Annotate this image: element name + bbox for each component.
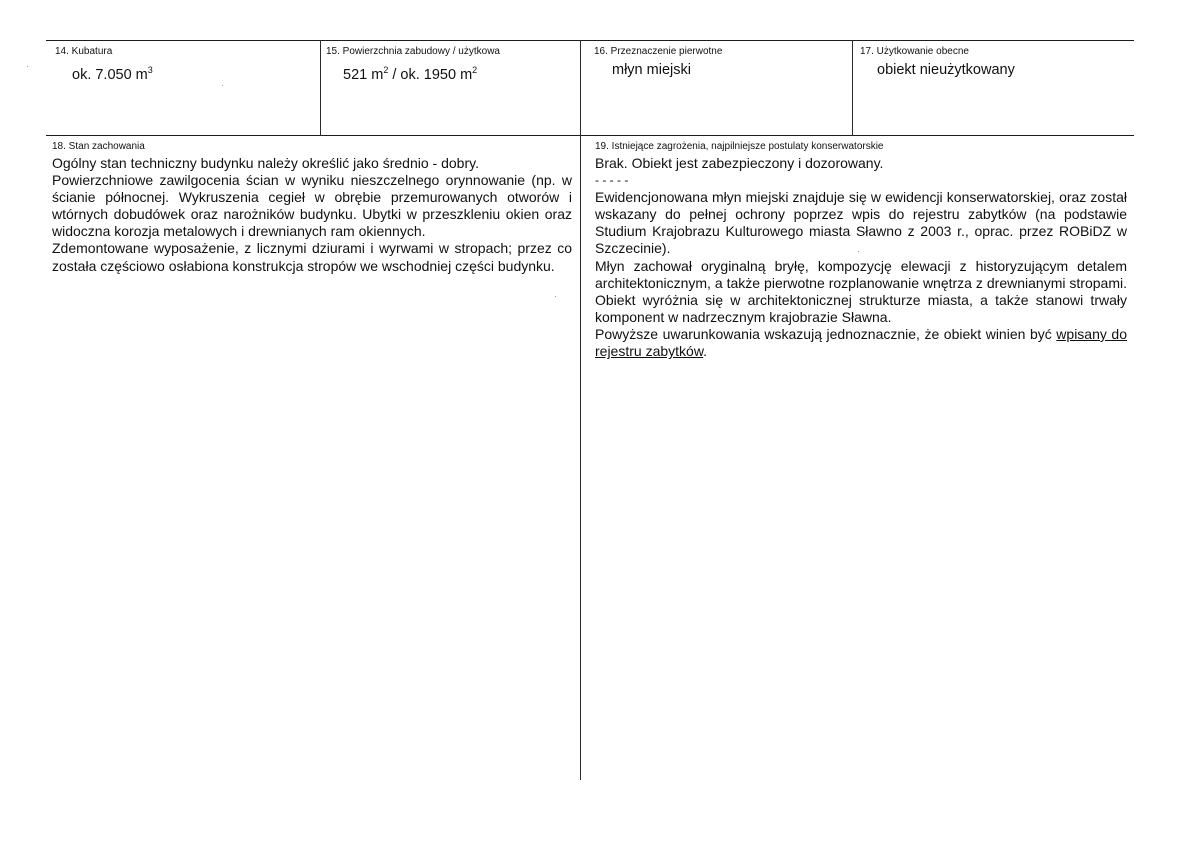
cell-19-text	[595, 155, 1127, 360]
condition-paragraph-2: Powierzchniowe zawilgocenia ścian w wyniku nieszczelnego orynnowanie (np. w ścianie północnej. Wykruszenia cegieł w obrębie przemurowanych otworów i wtórnych dobudówek oraz narożników budynku. Ubytki w przeszkleniu okien oraz widoczna korozja metalowych i drewnianych ram okiennych.	[52, 172, 572, 240]
threats-paragraph-3	[595, 326, 1127, 360]
column-divider-main	[580, 40, 581, 780]
condition-paragraph-1: Ogólny stan techniczny budynku należy określić jako średnio - dobry.	[52, 155, 479, 171]
threats-separator: - - - - -	[595, 173, 629, 188]
conclusion-period: .	[703, 343, 708, 360]
scan-speck	[27, 66, 28, 67]
built-area-exponent: 2	[383, 65, 389, 75]
usable-area-exponent: 2	[472, 65, 478, 75]
threats-line-1: Brak. Obiekt jest zabezpieczony i dozorowany.	[595, 155, 884, 171]
register-entry-phrase: wpisany do rejestru zabytków	[595, 325, 1127, 360]
threats-paragraph-2: Młyn zachował oryginalną bryłę, kompozycję elewacji z historyzującym detalem architektonicznym, a także pierwotne rozplanowanie wnętrza z drewnianymi stropami. Obiekt wyróżnia się w architektonicznej strukturze miasta, a także stanowi trwały komponent w nadrzecznym krajobrazie Sławna.	[595, 257, 1127, 325]
cell-17-value: obiekt nieużytkowany	[877, 62, 1015, 78]
column-divider-3	[852, 40, 853, 136]
condition-paragraph-3: Zdemontowane wyposażenie, z licznymi dziurami i wyrwami w stropach; przez co została częściowo osłabiona konstrukcja stropów we wschodniej części budynku.	[52, 240, 572, 274]
scan-speck	[222, 85, 223, 86]
cubature-value: ok. 7.050 m	[72, 66, 148, 83]
cell-15-value	[343, 62, 477, 84]
usable-area-value: / ok. 1950 m	[388, 66, 473, 83]
cell-17-label: 17. Użytkowanie obecne	[860, 46, 969, 57]
cell-16-label: 16. Przeznaczenie pierwotne	[594, 46, 723, 57]
cell-14-value	[72, 62, 153, 84]
scan-speck	[555, 296, 556, 297]
column-divider-1	[320, 40, 321, 136]
threats-paragraph-1: Ewidencjonowana młyn miejski znajduje się w ewidencji konserwatorskiej, oraz został wskazany do pełnej ochrony poprzez wpis do rejestru zabytków (na podstawie Studium Krajobrazu Kulturowego miasta Sławno z 2003 r., oprac. przez ROBiDZ w Szczecinie).	[595, 189, 1127, 257]
table-top-border	[46, 40, 1134, 41]
built-area-value: 521 m	[343, 66, 384, 83]
cell-16-value: młyn miejski	[612, 62, 691, 78]
row-divider	[46, 135, 1134, 136]
cell-15-label: 15. Powierzchnia zabudowy / użytkowa	[326, 46, 500, 57]
scan-speck	[858, 251, 859, 252]
cell-18-text	[52, 155, 572, 275]
conclusion-text: Powyższe uwarunkowania wskazują jednoznacznie, że obiekt winien być	[595, 325, 1057, 342]
cell-18-label: 18. Stan zachowania	[52, 141, 145, 152]
cell-19-label: 19. Istniejące zagrożenia, najpilniejsze postulaty konserwatorskie	[595, 141, 884, 152]
cell-14-label: 14. Kubatura	[55, 46, 113, 57]
cubature-exponent: 3	[147, 65, 153, 75]
